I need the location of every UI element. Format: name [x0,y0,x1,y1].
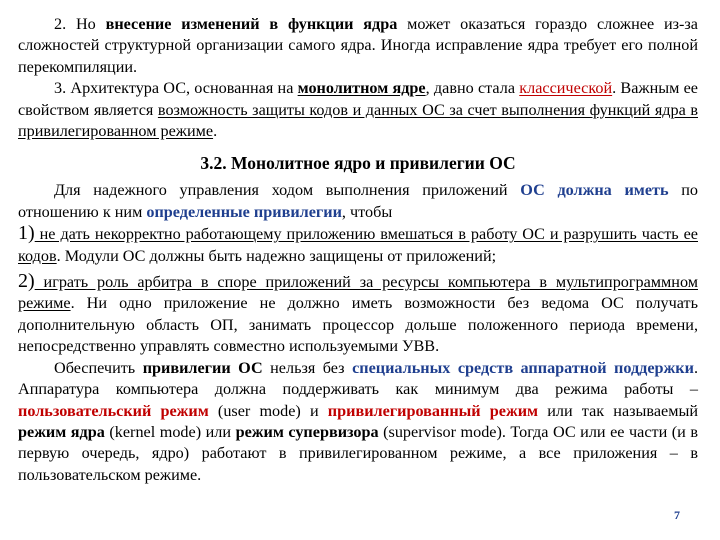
text-segment: . Модули ОС должны быть надежно защищены от приложений; [56,246,497,265]
term-os-must-have: ОС должна иметь [520,181,669,200]
term-user-mode: пользовательский режим [18,401,209,420]
text-segment: . Аппаратура компьютера должна поддерживать как минимум два режима работы – [18,358,698,399]
list-number: 1) [18,222,35,245]
paragraph-hardware-support [18,358,698,486]
term-os-privileges: привилегии ОС [142,358,263,377]
list-item-2 [18,271,698,358]
term-classic: классической [519,79,613,98]
term-privileged-mode: привилегированный режим [327,401,539,420]
list-item-1 [18,223,698,267]
term-hardware-support: специальных средств аппаратной поддержки [352,358,694,377]
text-segment: или так называемый [538,401,698,420]
text-segment: по отношению к ним [18,181,698,221]
text-segment: Обеспечить [54,358,143,377]
text-segment: (supervisor mode). Тогда ОС или ее части (и в первую очередь, ядро) работают в привилегированном режиме, а все приложения – в пользовательском режиме. [18,422,699,484]
term-certain-privileges: определенные привилегии [146,202,342,221]
underlined-protection-phrase: возможность защиты кодов и данных ОС за счет выполнения функций ядра в привилегированном режиме [18,100,698,141]
text-segment: 2. Но [54,15,106,33]
text-segment: , давно стала [425,79,520,98]
paragraph-os-privileges [18,180,698,223]
text-segment: . Важным ее свойством является [18,79,698,119]
underlined-phrase-protect: не дать некорректно работающему приложению вмешаться в работу ОС и разрушить часть ее кодов [18,225,698,265]
text-segment: нельзя без [262,358,353,377]
term-kernel-mode: режим ядра [18,422,105,441]
list-number: 2) [18,270,35,293]
text-segment: , чтобы [341,202,393,221]
text-segment: 3. Архитектура ОС, основанная на [54,79,298,98]
term-monolithic-kernel: монолитном ядре [297,79,426,98]
text-segment: . [213,122,218,141]
page-number: 7 [674,507,680,522]
section-heading: 3.2. Монолитное ядро и привилегии ОС [200,153,516,174]
bold-term-kernel-changes: внесение изменений в функции ядра [105,15,398,33]
underlined-phrase-arbiter: играть роль арбитра в споре приложений за ресурсы компьютера в мультипрограммном режиме [18,273,698,313]
paragraph-monolithic-architecture [18,78,698,142]
text-segment: . Ни одно приложение не должно иметь возможности без ведома ОС получать дополнительную область ОП, занимать процессор дольше положенного периода времени, непосредственно управлять совместно используемыми УВВ. [18,294,698,356]
text-segment: (user mode) и [208,401,328,420]
term-supervisor-mode: режим супервизора [235,422,379,441]
text-segment: может оказаться гораздо сложнее из-за сложностей структурной организации самого ядра. Иногда исправление ядра требует его полной перекомпиляции. [18,15,698,76]
text-segment: Для надежного управления ходом выполнения приложений [54,181,521,200]
paragraph-kernel-changes [18,14,698,78]
text-segment: (kernel mode) или [104,422,236,441]
